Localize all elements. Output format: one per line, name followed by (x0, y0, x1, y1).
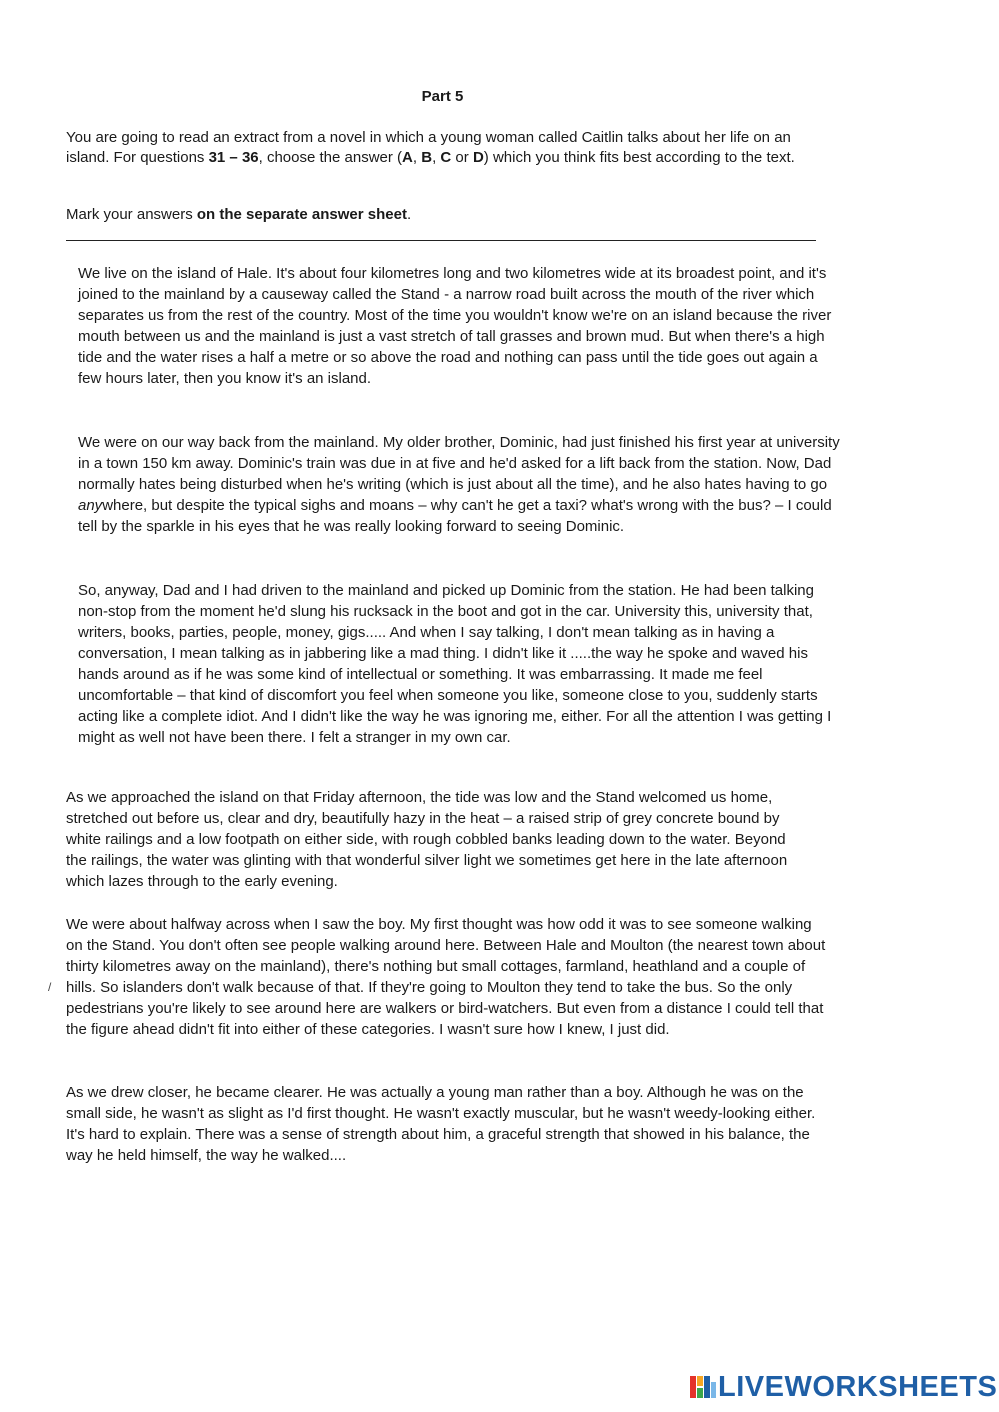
liveworksheets-logo (690, 1372, 997, 1402)
mark-text-2: . (406, 206, 412, 223)
separator: , (412, 149, 422, 166)
paragraph-2-text-a: We were on our way back from the mainland. My older brother, Dominic, had just finished his first year at university in a town 150 km away. Dominic's train was due in at five and he'd asked for a lift back from the station. Now, Dad normally hates being disturbed when he's writing (which is just about all the time), and he also hates having to go (78, 434, 840, 493)
option-d-label: D (472, 149, 484, 166)
passage-paragraph-1: We live on the island of Hale. It's about four kilometres long and two kilometres wide at its broadest point, and it's joined to the mainland by a causeway called the Stand - a narrow road built across the mouth of the river which separates us from the rest of the country. Most of the time you wouldn't know we're on an island because the river mouth between us and the mainland is just a vast stretch of tall grasses and brown mud. But when there's a high tide and the water rises a half a metre or so above the road and nothing can pass until the tide goes out again a few hours later, then you know it's an island. (78, 265, 832, 387)
separator: , (432, 149, 441, 166)
divider-line (66, 240, 816, 241)
intro-text-2: , choose the answer ( (258, 149, 403, 166)
page-title: Part 5 (421, 88, 464, 105)
option-a-label: A (402, 149, 413, 166)
passage-paragraph-4: As we approached the island on that Friday afternoon, the tide was low and the Stand welcomed us home, stretched out before us, clear and dry, beautifully hazy in the heat – a raised strip of grey concrete bound by white railings and a low footpath on either side, with rough cobbled banks leading down to the water. Beyond the railings, the water was glinting with that wonderful silver light we sometimes get here in the late afternoon which lazes through to the early evening. (66, 789, 788, 890)
margin-mark: / (48, 980, 52, 994)
answer-sheet-instruction (66, 205, 826, 225)
passage-paragraph-6: As we drew closer, he became clearer. He was actually a young man rather than a boy. Although he was on the small side, he wasn't as slight as I'd first thought. He wasn't exactly muscular, but he wasn't weedy-looking either. It's hard to explain. There was a sense of strength about him, a graceful strength that showed in his balance, the way he held himself, the way he walked.... (66, 1084, 816, 1164)
instructions-intro (66, 128, 826, 168)
passage-paragraph-3: So, anyway, Dad and I had driven to the mainland and picked up Dominic from the station. He had been talking non-stop from the moment he'd slung his rucksack in the boot and got in the car. University this, university that, writers, books, parties, people, money, gigs..... And when I say talking, I don't mean talking as in having a conversation, I mean talking as in jabbering like a mad thing. I didn't like it .....the way he spoke and waved his hands around as if he was some kind of intellectual or something. It was embarrassing. It made me feel uncomfortable – that kind of discomfort you feel when someone you like, someone close to you, suddenly starts acting like a complete idiot. And I didn't like the way he was ignoring me, either. For all the attention I was getting I might as well not have been there. I felt a stranger in my own car. (78, 582, 832, 746)
paragraph-2-text-b: where, but despite the typical sighs and moans – why can't he get a taxi? what's wrong with the bus? – I could tell by the sparkle in his eyes that he was really looking forward to seeing Dominic. (78, 497, 832, 535)
mark-text-1: Mark your answers (66, 206, 197, 223)
brand-name: LIVEWORKSHEETS (718, 1370, 998, 1403)
liveworksheets-logo-icon (690, 1374, 716, 1400)
paragraph-2-emphasis: any (78, 497, 103, 514)
passage-paragraph-2 (78, 432, 840, 537)
question-range: 31 – 36 (208, 149, 259, 166)
intro-text-3: ) which you think fits best according to the text. (483, 149, 795, 166)
option-b-label: B (421, 149, 433, 166)
separator-or: or (451, 149, 473, 166)
option-c-label: C (440, 149, 452, 166)
mark-text-bold: on the separate answer sheet (196, 206, 407, 223)
intro-text-1: You are going to read an extract from a novel in which a young woman called Caitlin talks about her life on an island. For questions (66, 129, 791, 166)
passage-paragraph-5: We were about halfway across when I saw the boy. My first thought was how odd it was to see someone walking on the Stand. You don't often see people walking around here. Between Hale and Moulton (the nearest town about thirty kilometres away on the mainland), there's nothing but small cottages, farmland, heathland and a couple of hills. So islanders don't walk because of that. If they're going to Moulton they tend to take the bus. So the only pedestrians you're likely to see around here are walkers or bird-watchers. But even from a distance I could tell that the figure ahead didn't fit into either of these categories. I wasn't sure how I knew, I just did. (66, 916, 826, 1038)
